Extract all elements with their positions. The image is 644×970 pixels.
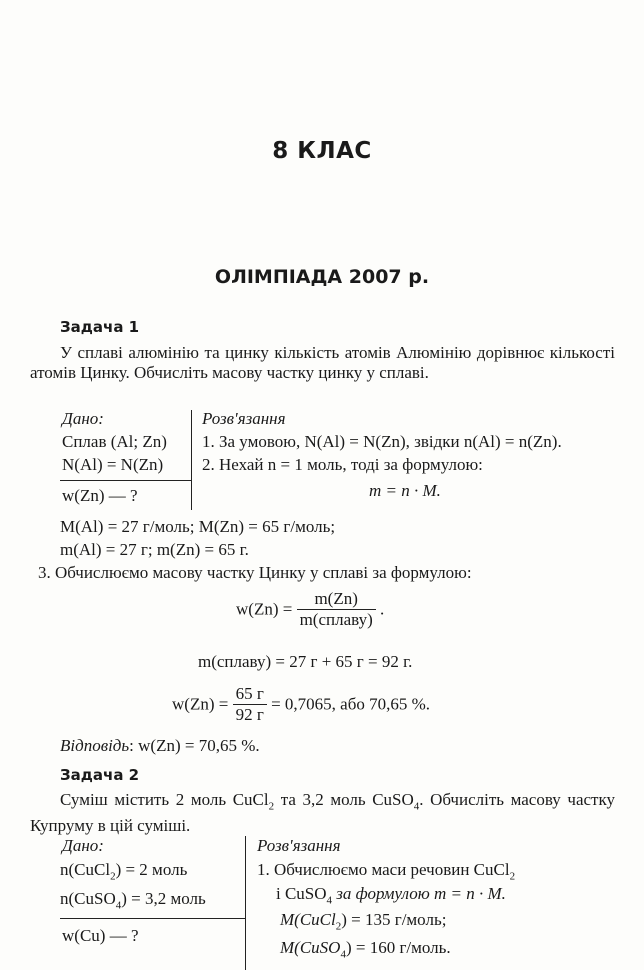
- task1-formula2: [236, 589, 384, 630]
- task2-given-divider: [60, 918, 245, 919]
- grade-heading: 8 КЛАС: [272, 138, 372, 164]
- task2-find: w(Cu) — ?: [62, 926, 139, 945]
- t2m2a: M(CuSO: [280, 938, 341, 957]
- task2-given-vline: [245, 836, 246, 970]
- t2g1a: n(CuCl: [60, 860, 111, 879]
- t2s1cb: за формулою m = n · M.: [332, 884, 506, 903]
- formula2-fraction: [297, 589, 376, 630]
- task1-solution-label: Розв'язання: [202, 409, 286, 428]
- t2g2b: ) = 3,2 моль: [121, 889, 206, 908]
- task2-step1-cont: [276, 884, 506, 906]
- task2-given-2: [60, 889, 206, 911]
- calc-lhs: w(Zn) =: [172, 694, 229, 714]
- task1-step1: 1. За умовою, N(Al) = N(Zn), звідки n(Al) = n(Zn).: [202, 432, 562, 451]
- task2-sub1: 2: [268, 800, 275, 813]
- calc-fraction: [233, 684, 267, 725]
- task1-calc: [172, 684, 430, 725]
- task2-solution-label: Розв'язання: [257, 836, 341, 855]
- t2m2sub: 4: [340, 948, 346, 961]
- task1-given-divider: [60, 480, 191, 481]
- task1-given-label: Дано:: [62, 409, 104, 428]
- task1-title: Задача 1: [60, 318, 140, 336]
- t2s1csub: 4: [326, 894, 333, 907]
- calc-num: 65 г: [233, 684, 267, 705]
- answer-value: : w(Zn) = 70,65 %.: [129, 736, 260, 755]
- t2m1a: M(CuCl: [280, 910, 336, 929]
- task2-sub2: 4: [413, 800, 420, 813]
- olympiad-heading: ОЛІМПІАДА 2007 р.: [214, 266, 430, 288]
- task2-molar2: [280, 938, 451, 960]
- task1-molar: M(Al) = 27 г/моль; M(Zn) = 65 г/моль;: [60, 517, 336, 536]
- task2-step1: [257, 860, 515, 882]
- formula2-num: m(Zn): [297, 589, 376, 610]
- t2m2b: ) = 160 г/моль.: [345, 938, 451, 957]
- task2-text-c: . Обчисліть масову частку Купруму в цій суміші.: [30, 790, 615, 836]
- task1-text: У сплаві алюмінію та цинку кількість атомів Алюмінію дорівнює кількості атомів Цинку. Обчисліть масову частку цинку у сплаві.: [30, 343, 615, 382]
- task1-find: w(Zn) — ?: [62, 486, 138, 505]
- formula2-den: m(сплаву): [299, 610, 373, 629]
- t2g2a: n(CuSO: [60, 889, 116, 908]
- task1-step2: 2. Нехай n = 1 моль, тоді за формулою:: [202, 455, 483, 474]
- task1-alloy-mass: m(сплаву) = 27 г + 65 г = 92 г.: [198, 652, 413, 671]
- formula2-lhs: w(Zn) =: [236, 599, 293, 619]
- calc-rhs: = 0,7065, або 70,65 %.: [271, 694, 431, 714]
- t2g2sub: 4: [115, 899, 122, 912]
- t2s1ca: і CuSO: [276, 884, 327, 903]
- task2-given-label: Дано:: [62, 836, 104, 855]
- t2m1b: ) = 135 г/моль;: [341, 910, 447, 929]
- task1-formula1: m = n · M.: [369, 481, 441, 500]
- t2s1sub: 2: [509, 870, 516, 883]
- task1-masses: m(Al) = 27 г; m(Zn) = 65 г.: [60, 540, 249, 559]
- task1-given-2: N(Al) = N(Zn): [62, 455, 164, 474]
- answer-label: Відповідь: [60, 736, 130, 755]
- task1-given-vline: [191, 410, 192, 510]
- task2-text-a: Суміш містить 2 моль CuCl: [60, 790, 269, 809]
- task2-text: [30, 790, 615, 836]
- t2s1: 1. Обчислюємо маси речовин CuCl: [257, 860, 510, 879]
- t2g1b: ) = 2 моль: [115, 860, 188, 879]
- task2-title: Задача 2: [60, 766, 140, 784]
- t2g1sub: 2: [110, 870, 116, 883]
- formula2-end: .: [380, 599, 385, 619]
- task1-answer: [60, 736, 260, 756]
- calc-den: 92 г: [235, 705, 264, 724]
- task2-molar1: [280, 910, 446, 932]
- task2-text-b: та 3,2 моль CuSO: [274, 790, 414, 809]
- t2m1sub: 2: [335, 920, 342, 933]
- task2-given-1: [60, 860, 187, 882]
- task1-given-1: Сплав (Al; Zn): [62, 432, 167, 451]
- task1-step3: 3. Обчислюємо масову частку Цинку у сплаві за формулою:: [38, 563, 472, 582]
